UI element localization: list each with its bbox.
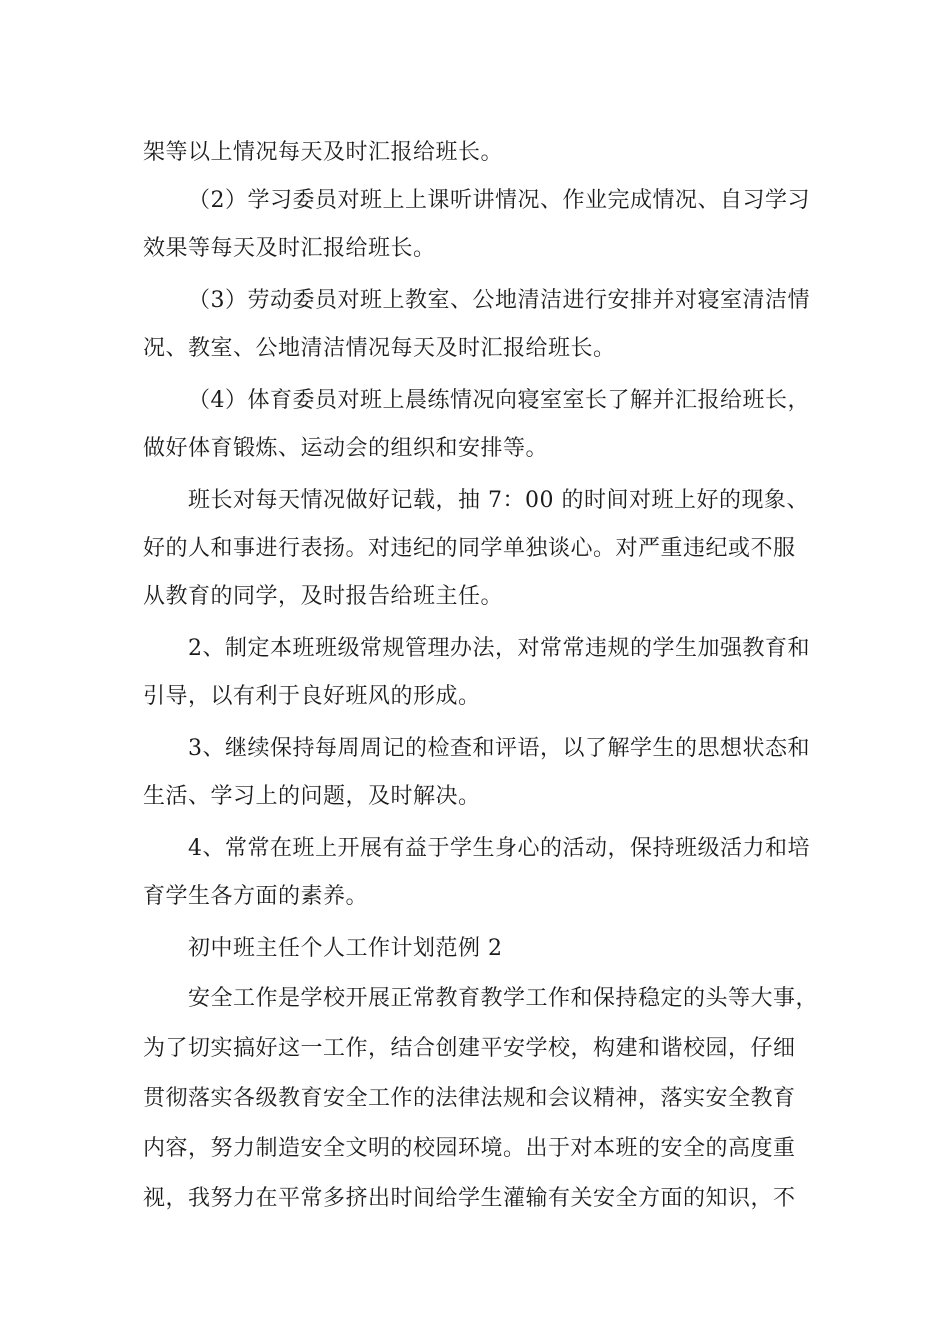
text-line: （2）学习委员对班上上课听讲情况、作业完成情况、自习学习 <box>188 188 810 213</box>
text-line: 为了切实搞好这一工作，结合创建平安学校，构建和谐校园，仔细 <box>143 1036 796 1061</box>
text-line: 从教育的同学，及时报告给班主任。 <box>143 584 504 609</box>
text-line: 安全工作是学校开展正常教育教学工作和保持稳定的头等大事， <box>188 986 819 1011</box>
text-line: 育学生各方面的素养。 <box>143 884 369 909</box>
text-line: 做好体育锻炼、运动会的组织和安排等。 <box>143 436 549 461</box>
text-line: （4）体育委员对班上晨练情况向寝室室长了解并汇报给班长， <box>188 388 810 413</box>
text-line: 好的人和事进行表扬。对违纪的同学单独谈心。对严重违纪或不服 <box>143 536 796 561</box>
text-line: 生活、学习上的问题，及时解决。 <box>143 784 481 809</box>
text-line: 视，我努力在平常多挤出时间给学生灌输有关安全方面的知识，不 <box>143 1186 796 1211</box>
text-line: 4、常常在班上开展有益于学生身心的活动，保持班级活力和培 <box>188 836 810 861</box>
section-heading: 初中班主任个人工作计划范例 2 <box>188 936 503 961</box>
text-line: 3、继续保持每周周记的检查和评语，以了解学生的思想状态和 <box>188 736 810 761</box>
text-line: （3）劳动委员对班上教室、公地清洁进行安排并对寝室清洁情 <box>188 288 810 313</box>
text-line: 引导，以有利于良好班风的形成。 <box>143 684 481 709</box>
text-line: 况、教室、公地清洁情况每天及时汇报给班长。 <box>143 336 616 361</box>
text-line: 2、制定本班班级常规管理办法，对常常违规的学生加强教育和 <box>188 636 810 661</box>
text-line: 班长对每天情况做好记载，抽 7：00 的时间对班上好的现象、 <box>188 488 809 513</box>
text-line: 效果等每天及时汇报给班长。 <box>143 236 436 261</box>
text-line: 贯彻落实各级教育安全工作的法律法规和会议精神，落实安全教育 <box>143 1086 796 1111</box>
text-line: 架等以上情况每天及时汇报给班长。 <box>143 140 504 165</box>
text-line: 内容，努力制造安全文明的校园环境。出于对本班的安全的高度重 <box>143 1136 796 1161</box>
